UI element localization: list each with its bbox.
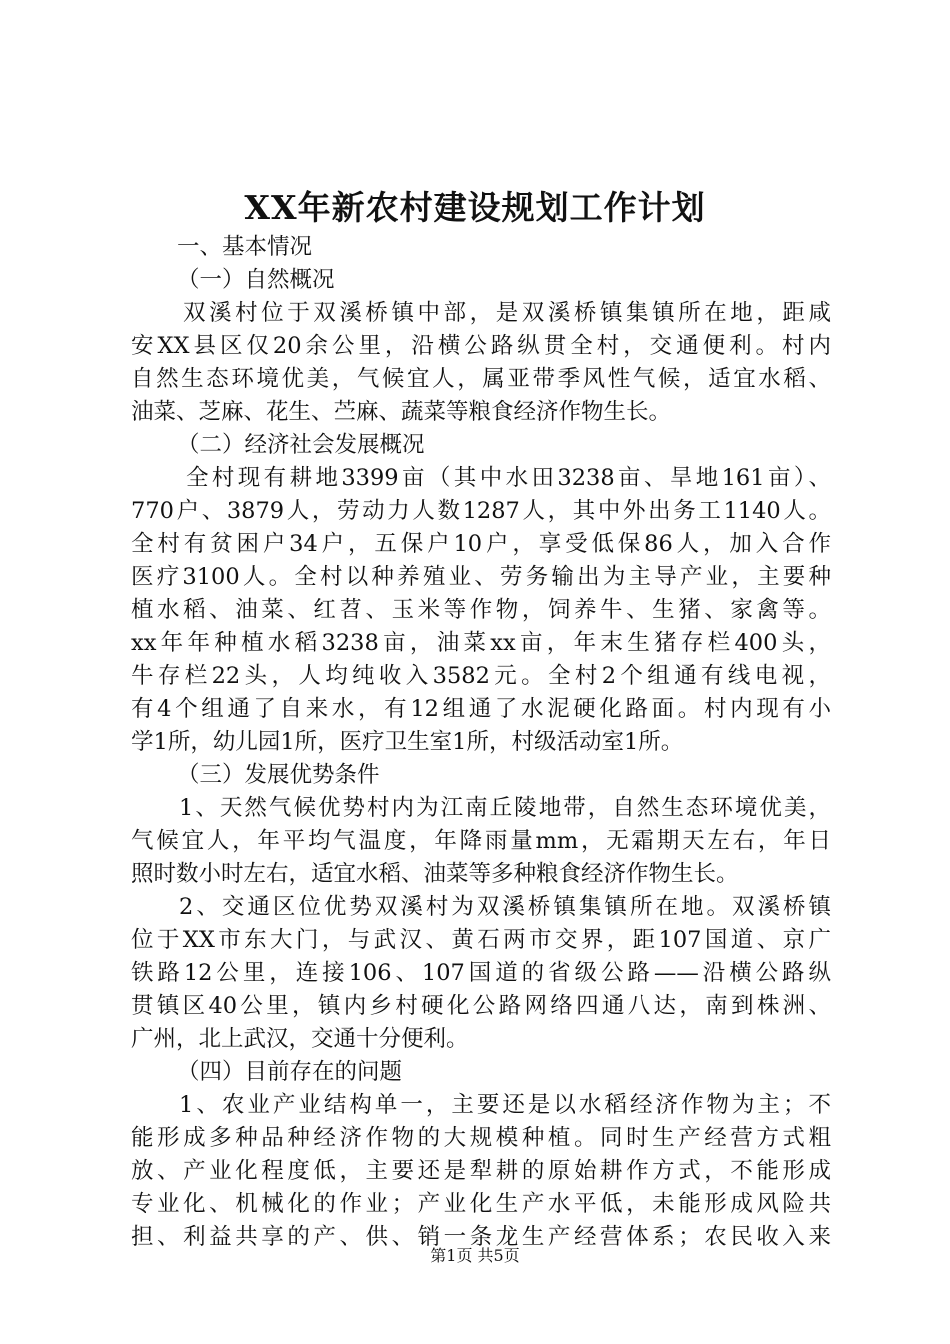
paragraph-line: 广州，北上武汉，交通十分便利。 bbox=[131, 1026, 469, 1052]
paragraph-line: 照时数小时左右，适宜水稻、油菜等多种粮食经济作物生长。 bbox=[131, 861, 739, 887]
subsection-heading: （三）发展优势条件 bbox=[177, 762, 380, 788]
subsection-heading: （一）自然概况 bbox=[177, 267, 335, 293]
paragraph-line: 学1所，幼儿园1所，医疗卫生室1所，村级活动室1所。 bbox=[131, 729, 684, 755]
paragraph-line: 担、利益共享的产、供、销一条龙生产经营体系；农民收入来 bbox=[131, 1224, 831, 1250]
paragraph-line: 能形成多种品种经济作物的大规模种植。同时生产经营方式粗 bbox=[131, 1125, 831, 1151]
paragraph-line: 植水稻、油菜、红苕、玉米等作物，饲养牛、生猪、家禽等。 bbox=[131, 597, 831, 623]
paragraph-line: 牛存栏22头，人均纯收入3582元。全村2个组通有线电视， bbox=[131, 663, 831, 689]
paragraph-line: 1、天然气候优势村内为江南丘陵地带，自然生态环境优美， bbox=[179, 795, 831, 821]
paragraph-line: 专业化、机械化的作业；产业化生产水平低，未能形成风险共 bbox=[131, 1191, 831, 1217]
paragraph-line: 油菜、芝麻、花生、苎麻、蔬菜等粮食经济作物生长。 bbox=[131, 399, 672, 425]
paragraph-line: 贯镇区40公里，镇内乡村硬化公路网络四通八达，南到株洲、 bbox=[131, 993, 831, 1019]
paragraph-line: 自然生态环境优美，气候宜人，属亚带季风性气候，适宜水稻、 bbox=[131, 366, 831, 392]
paragraph-line: 1、农业产业结构单一，主要还是以水稻经济作物为主；不 bbox=[179, 1092, 831, 1118]
paragraph-line: 有4个组通了自来水，有12组通了水泥硬化路面。村内现有小 bbox=[131, 696, 831, 722]
page-footer: 第1页 共5页 bbox=[430, 1246, 520, 1265]
paragraph-line: 医疗3100人。全村以种养殖业、劳务输出为主导产业，主要种 bbox=[131, 564, 831, 590]
paragraph-line: 770户、3879人，劳动力人数1287人，其中外出务工1140人。 bbox=[131, 498, 831, 524]
paragraph-line: 气候宜人，年平均气温度，年降雨量mm，无霜期天左右，年日 bbox=[131, 828, 831, 854]
paragraph-line: 安XX县区仅20余公里，沿横公路纵贯全村，交通便利。村内 bbox=[131, 333, 831, 359]
document-body bbox=[131, 231, 831, 1254]
paragraph-line: 全村有贫困户34户，五保户10户，享受低保86人，加入合作 bbox=[131, 531, 831, 557]
document-title: XX年新农村建设规划工作计划 bbox=[244, 188, 706, 227]
paragraph-line: xx年年种植水稻3238亩，油菜xx亩，年末生猪存栏400头， bbox=[131, 630, 831, 656]
subsection-heading: （四）目前存在的问题 bbox=[177, 1059, 403, 1085]
paragraph-line: 双溪村位于双溪桥镇中部，是双溪桥镇集镇所在地，距咸 bbox=[183, 300, 831, 326]
paragraph-line: 全村现有耕地3399亩（其中水田3238亩、旱地161亩）、 bbox=[186, 465, 831, 491]
paragraph-line: 2、交通区位优势双溪村为双溪桥镇集镇所在地。双溪桥镇 bbox=[179, 894, 831, 920]
paragraph-line: 放、产业化程度低，主要还是犁耕的原始耕作方式，不能形成 bbox=[131, 1158, 831, 1184]
paragraph-line: 铁路12公里，连接106、107国道的省级公路——沿横公路纵 bbox=[131, 960, 831, 986]
subsection-heading: （二）经济社会发展概况 bbox=[177, 432, 425, 458]
paragraph-line: 位于XX市东大门，与武汉、黄石两市交界，距107国道、京广 bbox=[131, 927, 831, 953]
section-heading: 一、基本情况 bbox=[177, 234, 313, 260]
